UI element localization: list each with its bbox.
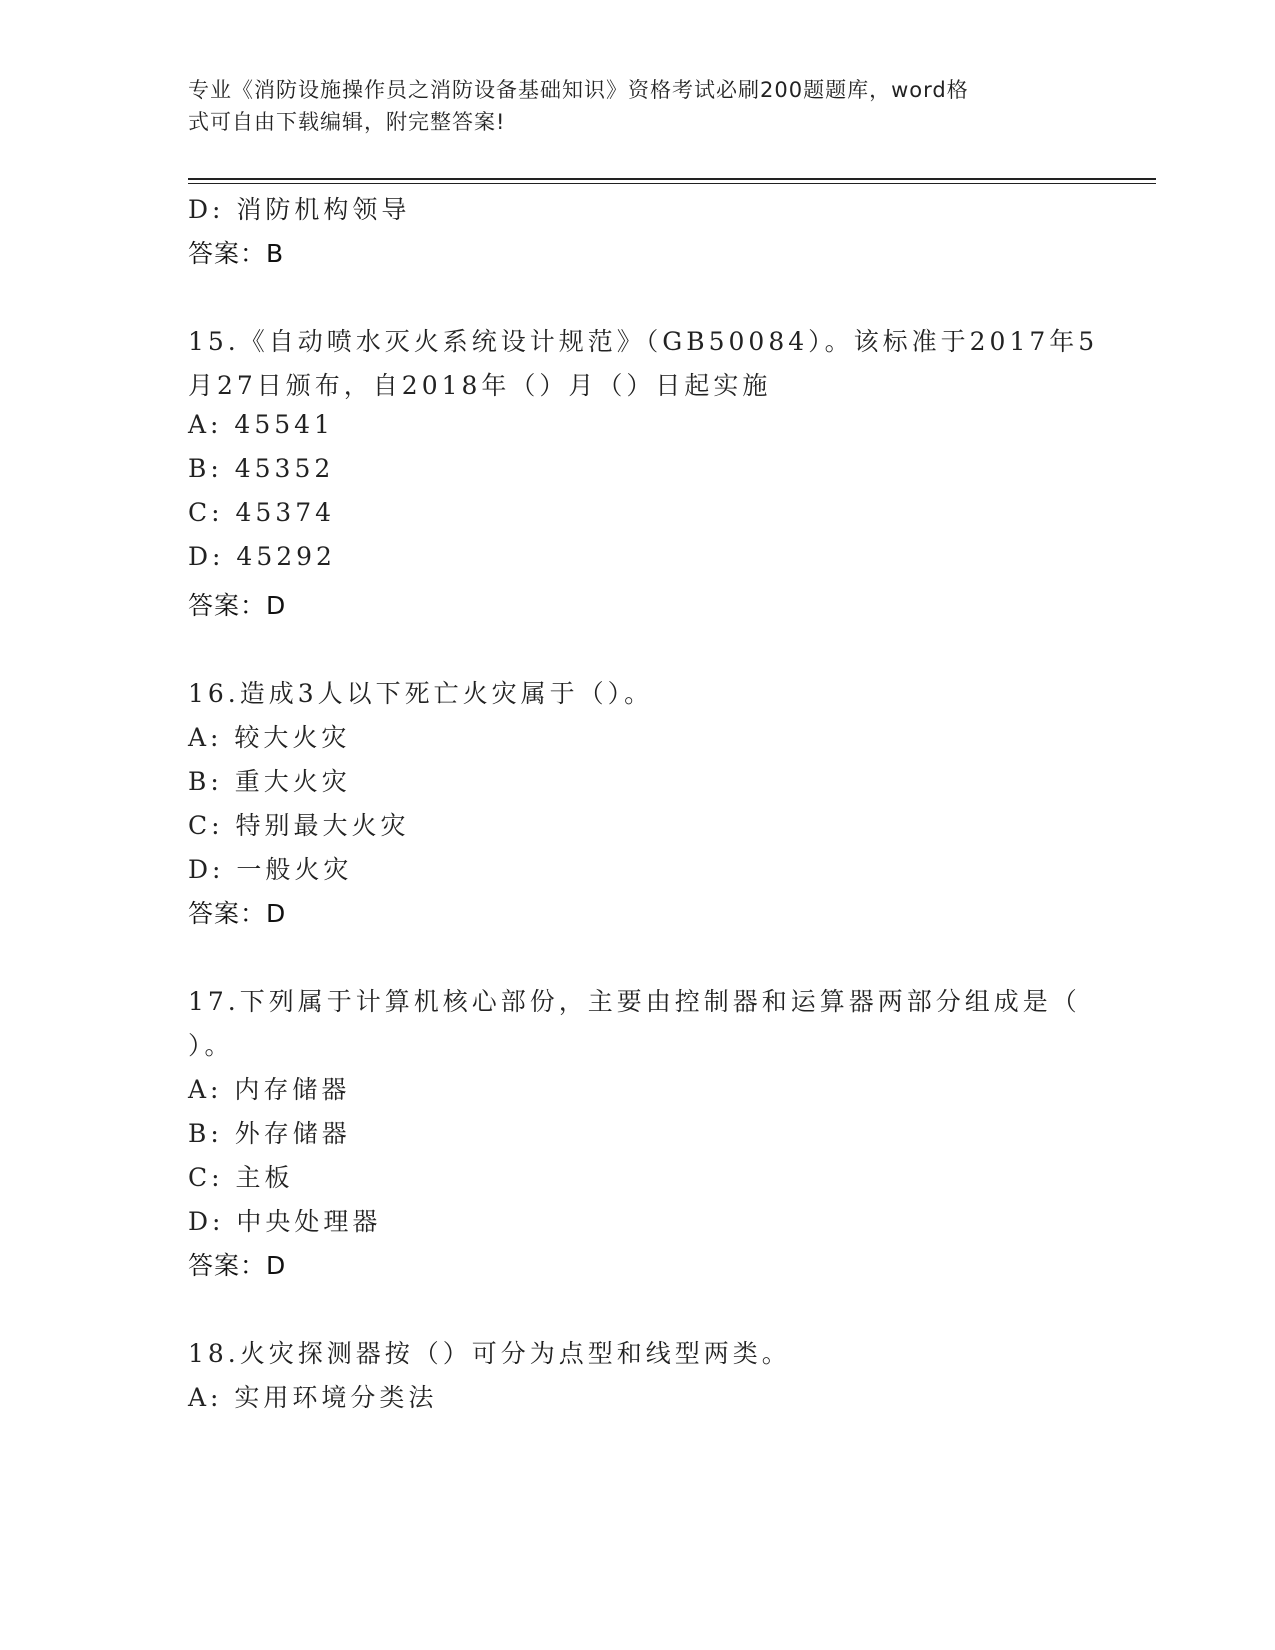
q16-option-d: D: 一般火灾 — [188, 855, 353, 884]
q15-option-b: B: 45352 — [188, 454, 335, 483]
q17-option-b: B: 外存储器 — [188, 1119, 351, 1148]
q15-stem-line-1: 15.《自动喷水灭火系统设计规范》（GB50084）。该标准于2017年5 — [188, 327, 1099, 356]
q15-option-a: A: 45541 — [188, 410, 334, 439]
q17-stem-line-1: 17.下列属于计算机核心部份，主要由控制器和运算器两部分组成是（ — [188, 987, 1081, 1016]
document-header — [188, 74, 1068, 138]
q15-option-c: C: 45374 — [188, 498, 336, 527]
q16-option-c: C: 特别最大火灾 — [188, 811, 410, 840]
q17-stem-line-2: ）。 — [188, 1031, 234, 1060]
header-line-1: 专业《消防设施操作员之消防设备基础知识》资格考试必刷200题题库，word格 — [188, 78, 969, 102]
prev-option-d: D: 消防机构领导 — [188, 195, 411, 224]
q17-answer: 答案：D — [188, 1251, 287, 1280]
q16-stem: 16.造成3人以下死亡火灾属于（）。 — [188, 679, 654, 708]
q15-stem-line-2: 月27日颁布，自2018年（）月（）日起实施 — [188, 371, 772, 400]
prev-answer: 答案：B — [188, 239, 285, 268]
header-line-2: 式可自由下载编辑，附完整答案! — [188, 110, 506, 134]
q17-option-a: A: 内存储器 — [188, 1075, 351, 1104]
q18-stem: 18.火灾探测器按（）可分为点型和线型两类。 — [188, 1339, 791, 1368]
q16-option-b: B: 重大火灾 — [188, 767, 351, 796]
q17-option-c: C: 主板 — [188, 1163, 294, 1192]
header-divider — [188, 178, 1156, 180]
q18-option-a: A: 实用环境分类法 — [188, 1383, 438, 1412]
header-divider-thin — [188, 183, 1156, 184]
q15-answer: 答案：D — [188, 591, 287, 620]
q16-answer: 答案：D — [188, 899, 287, 928]
q17-option-d: D: 中央处理器 — [188, 1207, 382, 1236]
q15-option-d: D: 45292 — [188, 542, 336, 571]
q16-option-a: A: 较大火灾 — [188, 723, 351, 752]
